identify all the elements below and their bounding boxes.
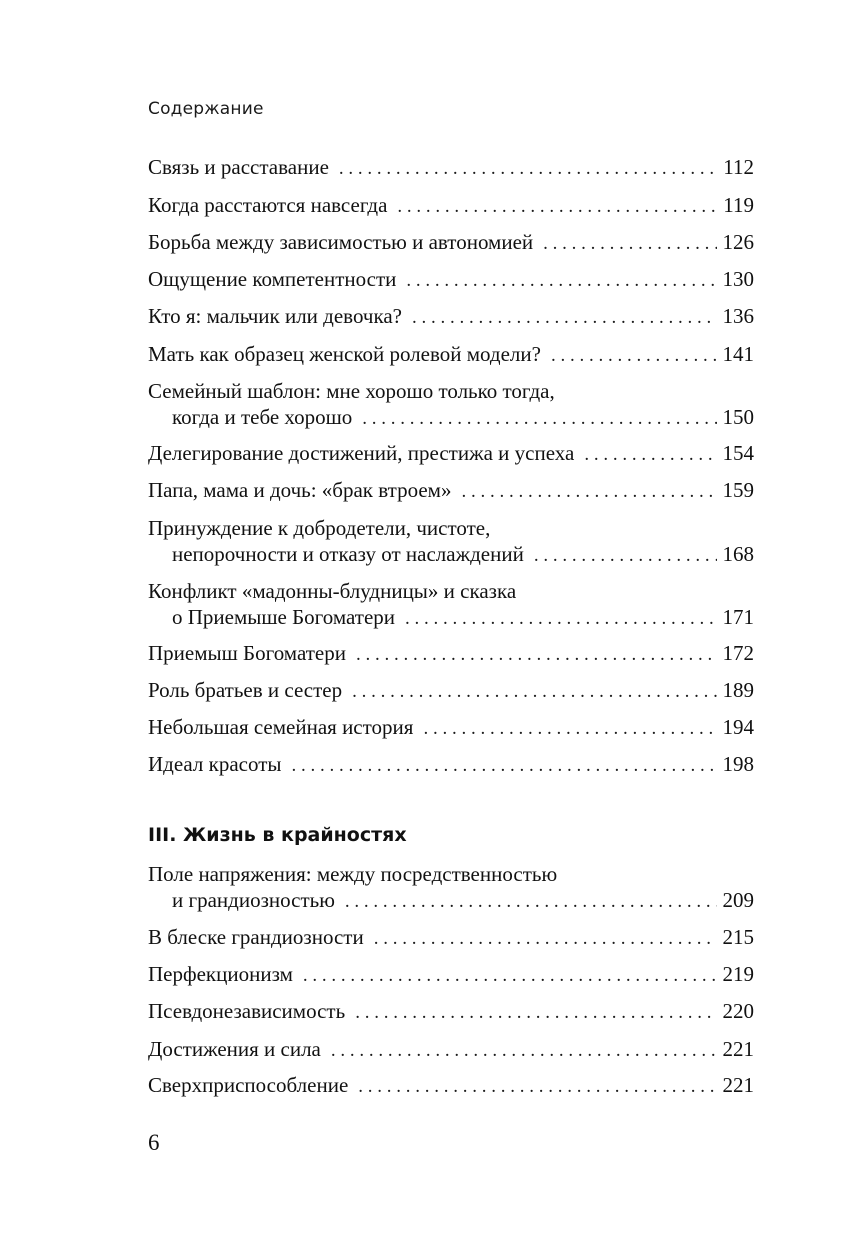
toc-entry — [148, 1072, 754, 1100]
toc-entry-title: Идеал красоты — [148, 752, 282, 776]
toc-entry-page: 198 — [722, 752, 754, 776]
toc-entry-title: о Приемыше Богоматери — [172, 605, 396, 629]
toc-entry — [148, 751, 754, 779]
toc-entry-page: 172 — [722, 641, 754, 665]
toc-entry-title: Кто я: мальчик или девочка? — [148, 304, 402, 328]
toc-entry-title: непорочности и отказу от наслаждений — [172, 542, 524, 566]
toc-entry-page: 220 — [722, 999, 754, 1023]
toc-entry-title: Сверхприспособление — [148, 1073, 349, 1097]
toc-entry-title: Достижения и сила — [148, 1037, 321, 1061]
page-number: 6 — [148, 1130, 160, 1155]
toc-entry-title: Приемыш Богоматери — [148, 641, 346, 665]
dot-leader — [406, 268, 716, 294]
toc-entry-page: 130 — [722, 267, 754, 291]
toc-entry-page: 209 — [722, 888, 754, 912]
dot-leader — [461, 479, 716, 505]
toc-entry-title: Папа, мама и дочь: «брак втроем» — [148, 478, 452, 502]
toc-entry — [148, 998, 754, 1026]
toc-entry-title-first-line: Конфликт «мадонны-блудницы» и сказка — [148, 579, 517, 603]
toc-entry-title: Псевдонезависимость — [148, 999, 346, 1023]
toc-entry-page: 194 — [722, 715, 754, 739]
toc-entry — [148, 266, 754, 294]
toc-entry-page: 112 — [723, 155, 754, 179]
toc-entry — [148, 1036, 754, 1064]
dot-leader — [356, 642, 717, 668]
toc-entry — [148, 714, 754, 742]
toc-entry-page: 215 — [722, 925, 754, 949]
dot-leader — [423, 716, 716, 742]
toc-entry — [148, 924, 754, 952]
toc-entry-page: 136 — [722, 304, 754, 328]
dot-leader — [339, 156, 717, 182]
toc-entry-page: 141 — [722, 342, 754, 366]
dot-leader — [355, 1000, 716, 1026]
dot-leader — [584, 442, 716, 468]
toc-entry — [148, 192, 754, 220]
toc-entry-page: 219 — [722, 962, 754, 986]
toc-entry — [148, 229, 754, 257]
toc-entry-page: 221 — [722, 1073, 754, 1097]
toc-entry — [148, 303, 754, 331]
dot-leader — [345, 889, 717, 915]
toc-entry-page: 126 — [722, 230, 754, 254]
dot-leader — [362, 406, 716, 432]
toc-entry — [148, 341, 754, 369]
running-header: Содержание — [148, 99, 264, 119]
toc-entry-title: Когда расстаются навсегда — [148, 193, 388, 217]
toc-entry-title-first-line: Семейный шаблон: мне хорошо только тогда, — [148, 379, 555, 403]
toc-entry-title: Борьба между зависимостью и автономией — [148, 230, 534, 254]
toc-entry-page: 168 — [722, 542, 754, 566]
dot-leader — [331, 1038, 717, 1064]
toc-entry — [148, 154, 754, 182]
toc-entry-page: 159 — [722, 478, 754, 502]
dot-leader — [292, 753, 717, 779]
toc-entry-title: Мать как образец женской ролевой модели? — [148, 342, 541, 366]
toc-entry — [148, 477, 754, 505]
toc-entry-page: 221 — [722, 1037, 754, 1061]
toc-entry-title: Небольшая семейная история — [148, 715, 414, 739]
dot-leader — [405, 606, 716, 632]
toc-entry-title: когда и тебе хорошо — [172, 405, 353, 429]
dot-leader — [543, 231, 716, 257]
toc-entry-page: 189 — [722, 678, 754, 702]
toc-entry-title: Делегирование достижений, престижа и успеха — [148, 441, 575, 465]
toc-entry-title: и грандиозностью — [172, 888, 335, 912]
toc-entry — [148, 378, 754, 432]
section-heading: III. Жизнь в крайностях — [148, 824, 407, 846]
toc-entry-page: 154 — [722, 441, 754, 465]
toc-entry — [148, 861, 754, 915]
toc-entry — [148, 515, 754, 569]
toc-entry-title: Ощущение компетентности — [148, 267, 397, 291]
toc-entry-title-first-line: Поле напряжения: между посредственностью — [148, 862, 558, 886]
toc-entry — [148, 677, 754, 705]
dot-leader — [551, 343, 717, 369]
toc-entry-page: 171 — [722, 605, 754, 629]
toc-entry — [148, 640, 754, 668]
toc-entry — [148, 578, 754, 632]
dot-leader — [303, 963, 717, 989]
dot-leader — [412, 305, 717, 331]
dot-leader — [358, 1074, 716, 1100]
toc-entry-title: В блеске грандиозности — [148, 925, 364, 949]
dot-leader — [352, 679, 716, 705]
toc-entry-title: Роль братьев и сестер — [148, 678, 343, 702]
toc-entry-title: Связь и расставание — [148, 155, 329, 179]
toc-entry-title-first-line: Принуждение к добродетели, чистоте, — [148, 516, 491, 540]
toc-entry-page: 119 — [723, 193, 754, 217]
toc-entry-title: Перфекционизм — [148, 962, 293, 986]
dot-leader — [534, 543, 717, 569]
toc-entry — [148, 440, 754, 468]
dot-leader — [397, 194, 717, 220]
dot-leader — [374, 926, 717, 952]
toc-entry-page: 150 — [722, 405, 754, 429]
toc-entry — [148, 961, 754, 989]
